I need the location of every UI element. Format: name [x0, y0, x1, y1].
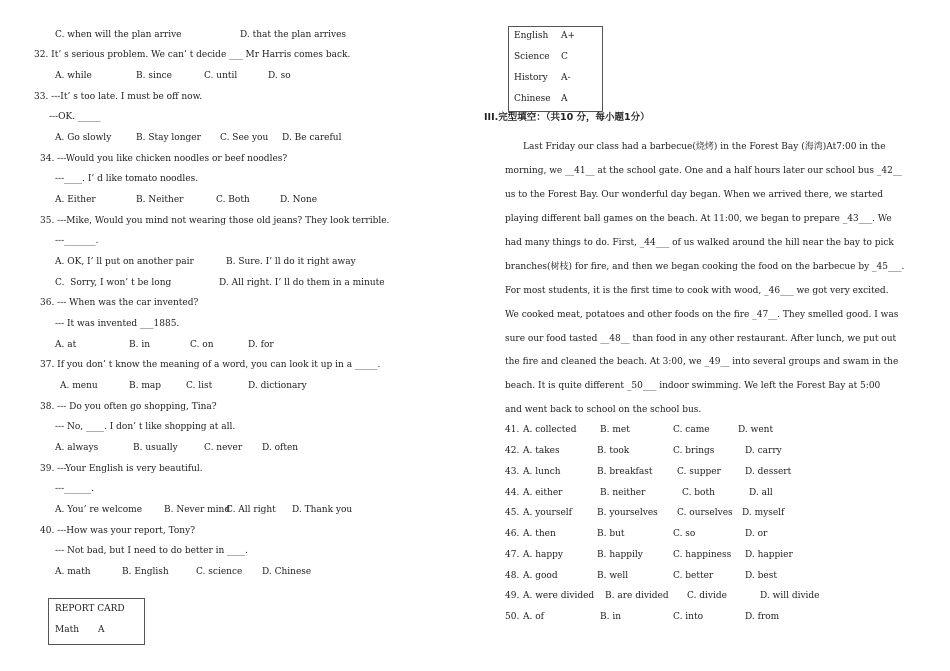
q34-reply: ---____. I’ d like tomato noodles.	[55, 174, 199, 184]
q37-option-b[interactable]: B. map	[129, 381, 161, 391]
left-column	[0, 0, 470, 671]
cloze-option-d[interactable]: D. carry	[745, 446, 782, 456]
cloze-option-c[interactable]: C. ourselves	[677, 508, 733, 518]
cloze-question-number: 44.	[505, 488, 520, 498]
cloze-option-c[interactable]: C. better	[673, 571, 714, 581]
q32-stem: 32. It’ s serious problem. We can’ t decide ___ Mr Harris comes back.	[34, 50, 351, 60]
cloze-option-c[interactable]: C. into	[673, 612, 703, 622]
cloze-option-d[interactable]: D. went	[738, 425, 774, 435]
q35-option-c[interactable]: C. Sorry, I won’ t be long	[55, 278, 172, 288]
cloze-option-c[interactable]: C. brings	[673, 446, 715, 456]
q39-stem: 39. ---Your English is very beautiful.	[40, 464, 203, 474]
q32-option-d[interactable]: D. so	[268, 71, 291, 81]
report-card-subject: History	[514, 73, 548, 83]
passage-line: We cooked meat, potatoes and other foods on the fire _47__. They smelled good. I was	[505, 310, 899, 320]
q38-option-c[interactable]: C. never	[204, 443, 243, 453]
cloze-question-number: 43.	[505, 467, 520, 477]
passage-line: For most students, it is the first time to cook with wood, _46___ we got very excited.	[505, 286, 889, 296]
q33-option-a[interactable]: A. Go slowly	[55, 133, 112, 143]
passage-line: playing different ball games on the beach. At 11:00, we began to prepare _43___. We	[505, 214, 892, 224]
q38-option-a[interactable]: A. always	[55, 443, 99, 453]
q33-reply: ---OK. _____	[49, 112, 101, 122]
q32-option-c[interactable]: C. until	[204, 71, 238, 81]
cloze-option-b[interactable]: B. breakfast	[597, 467, 653, 477]
section-title: III.完型填空：（共10 分，每小题1分）	[484, 112, 650, 123]
cloze-option-d[interactable]: D. happier	[745, 550, 793, 560]
cloze-option-b[interactable]: B. well	[597, 571, 629, 581]
cloze-option-c[interactable]: C. came	[673, 425, 710, 435]
q39-option-a[interactable]: A. You’ re welcome	[55, 505, 143, 515]
cloze-option-c[interactable]: C. both	[682, 488, 715, 498]
q33-option-b[interactable]: B. Stay longer	[136, 133, 201, 143]
q33-stem: 33. ---It’ s too late. I must be off now.	[34, 92, 203, 102]
cloze-option-d[interactable]: D. from	[745, 612, 780, 622]
q37-option-c[interactable]: C. list	[186, 381, 213, 391]
report-card-grade: A+	[561, 31, 576, 41]
cloze-option-b[interactable]: B. neither	[600, 488, 646, 498]
q39-reply: ---______.	[55, 484, 94, 494]
q38-option-b[interactable]: B. usually	[133, 443, 178, 453]
report-card-subject: Science	[514, 52, 550, 62]
cloze-question-number: 49.	[505, 591, 520, 601]
cloze-question-number: 45.	[505, 508, 520, 518]
cloze-question-number: 50.	[505, 612, 520, 622]
q34-option-b[interactable]: B. Neither	[136, 195, 184, 205]
passage-line: the fire and cleaned the beach. At 3:00, we _49__ into several groups and swam in the	[505, 357, 899, 367]
q36-option-a[interactable]: A. at	[55, 340, 77, 350]
report-card-title: REPORT CARD	[55, 604, 125, 614]
cloze-option-a[interactable]: A. good	[523, 571, 558, 581]
report-card-subject: English	[514, 31, 549, 41]
passage-line: us to the Forest Bay. Our wonderful day began. When we arrived there, we started	[505, 190, 883, 200]
q35-stem: 35. ---Mike, Would you mind not wearing those old jeans? They look terrible.	[40, 216, 390, 226]
cloze-option-d[interactable]: D. myself	[742, 508, 785, 518]
passage-line: morning, we __41__ at the school gate. One and a half hours later our school bus _42__	[505, 166, 902, 176]
cloze-option-a[interactable]: A. happy	[523, 550, 563, 560]
passage-line: branches(树枝) for fire, and then we began cooking the food on the barbecue by _45___.	[505, 262, 905, 272]
q35-option-b[interactable]: B. Sure. I’ ll do it right away	[226, 257, 356, 267]
report-card-subject: Chinese	[514, 94, 551, 104]
passage-line: sure our food tasted __48__ than food in any other restaurant. After lunch, we put out	[505, 334, 897, 344]
right-column	[475, 0, 950, 671]
cloze-option-a[interactable]: A. lunch	[523, 467, 561, 477]
cloze-option-b[interactable]: B. met	[600, 425, 630, 435]
q33-option-d[interactable]: D. Be careful	[282, 133, 342, 143]
cloze-question-number: 41.	[505, 425, 520, 435]
q40-option-b[interactable]: B. English	[122, 567, 169, 577]
cloze-option-d[interactable]: D. best	[745, 571, 777, 581]
q37-stem: 37. If you don’ t know the meaning of a word, you can look it up in a _____.	[40, 360, 381, 370]
cloze-option-b[interactable]: B. but	[597, 529, 625, 539]
report-card-continued-box	[508, 26, 603, 112]
q31-option-c[interactable]: C. when will the plan arrive	[55, 30, 182, 40]
q38-reply: --- No, ____. I don’ t like shopping at all.	[55, 422, 236, 432]
q33-option-c[interactable]: C. See you	[220, 133, 269, 143]
cloze-option-b[interactable]: B. happily	[597, 550, 643, 560]
cloze-option-d[interactable]: D. or	[745, 529, 768, 539]
q34-option-c[interactable]: C. Both	[216, 195, 250, 205]
q35-reply: ---_______.	[55, 236, 99, 246]
q38-stem: 38. --- Do you often go shopping, Tina?	[40, 402, 217, 412]
report-card-grade: A	[98, 625, 105, 635]
q36-stem: 36. --- When was the car invented?	[40, 298, 199, 308]
cloze-option-a[interactable]: A. collected	[523, 425, 577, 435]
passage-line: had many things to do. First, _44___ of us walked around the hill near the bay to pick	[505, 238, 894, 248]
q40-stem: 40. ---How was your report, Tony?	[40, 526, 196, 536]
q39-option-b[interactable]: B. Never mind	[164, 505, 231, 515]
cloze-option-a[interactable]: A. yourself	[523, 508, 572, 518]
cloze-question-number: 42.	[505, 446, 520, 456]
q40-option-c[interactable]: C. science	[196, 567, 243, 577]
q32-option-b[interactable]: B. since	[136, 71, 172, 81]
q40-option-d[interactable]: D. Chinese	[262, 567, 312, 577]
report-card-grade: C	[561, 52, 568, 62]
q32-option-a[interactable]: A. while	[55, 71, 92, 81]
q36-option-d[interactable]: D. for	[248, 340, 274, 350]
q37-option-d[interactable]: D. dictionary	[248, 381, 307, 391]
q38-option-d[interactable]: D. often	[262, 443, 299, 453]
cloze-option-b[interactable]: B. are divided	[605, 591, 669, 601]
q36-reply: --- It was invented ___1885.	[55, 319, 180, 329]
q37-option-a[interactable]: A. menu	[60, 381, 98, 391]
passage-line: beach. It is quite different _50___ indoor swimming. We left the Forest Bay at 5:00	[505, 381, 881, 391]
cloze-option-c[interactable]: C. supper	[677, 467, 721, 477]
report-card-box	[48, 598, 145, 645]
report-card-subject: Math	[55, 625, 79, 635]
q36-option-b[interactable]: B. in	[129, 340, 151, 350]
q35-option-d[interactable]: D. All right. I’ ll do them in a minute	[219, 278, 385, 288]
q40-reply: --- Not bad, but I need to do better in ____.	[55, 546, 249, 556]
q39-option-c[interactable]: C. All right	[226, 505, 276, 515]
report-card-grade: A	[561, 94, 568, 104]
report-card-grade: A-	[561, 73, 571, 83]
q34-option-a[interactable]: A. Either	[55, 195, 96, 205]
cloze-option-d[interactable]: D. dessert	[745, 467, 792, 477]
cloze-option-a[interactable]: A. of	[523, 612, 544, 622]
cloze-option-a[interactable]: A. were divided	[523, 591, 595, 601]
q40-option-a[interactable]: A. math	[55, 567, 91, 577]
q35-option-a[interactable]: A. OK, I’ ll put on another pair	[55, 257, 194, 267]
cloze-option-a[interactable]: A. takes	[523, 446, 560, 456]
cloze-option-a[interactable]: A. either	[523, 488, 563, 498]
cloze-option-b[interactable]: B. yourselves	[597, 508, 658, 518]
q31-option-d[interactable]: D. that the plan arrives	[240, 30, 347, 40]
cloze-option-d[interactable]: D. all	[749, 488, 773, 498]
cloze-option-b[interactable]: B. took	[597, 446, 630, 456]
passage-line: Last Friday our class had a barbecue(烧烤) in the Forest Bay (海湾)At7:00 in the	[523, 142, 886, 152]
cloze-option-c[interactable]: C. happiness	[673, 550, 732, 560]
cloze-option-d[interactable]: D. will divide	[760, 591, 820, 601]
q39-option-d[interactable]: D. Thank you	[292, 505, 353, 515]
cloze-option-c[interactable]: C. divide	[687, 591, 727, 601]
q34-stem: 34. ---Would you like chicken noodles or beef noodles?	[40, 154, 288, 164]
cloze-question-number: 47.	[505, 550, 520, 560]
q36-option-c[interactable]: C. on	[190, 340, 214, 350]
q34-option-d[interactable]: D. None	[280, 195, 318, 205]
cloze-option-c[interactable]: C. so	[673, 529, 696, 539]
cloze-option-b[interactable]: B. in	[600, 612, 622, 622]
cloze-question-number: 46.	[505, 529, 520, 539]
cloze-question-number: 48.	[505, 571, 520, 581]
cloze-option-a[interactable]: A. then	[523, 529, 556, 539]
passage-line: and went back to school on the school bus.	[505, 405, 702, 415]
